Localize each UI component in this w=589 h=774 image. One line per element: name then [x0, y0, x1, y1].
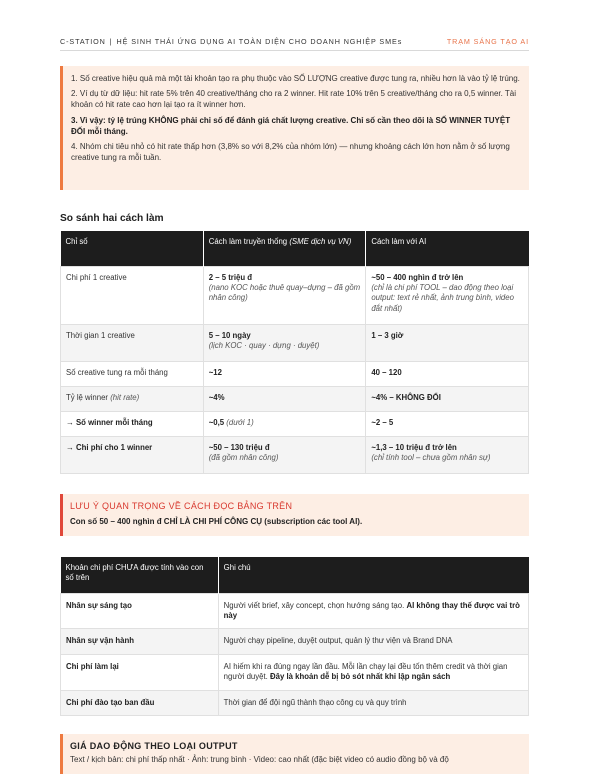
- cell-cost-item: Nhân sự sáng tạo: [61, 593, 219, 629]
- cell-cost-item: Nhân sự vận hành: [61, 629, 219, 654]
- important-note-box: [60, 494, 529, 536]
- header-tagline: HỆ SINH THÁI ỨNG DỤNG AI TOÀN DIỆN CHO DOANH NGHIỆP SMEs: [116, 36, 403, 46]
- header-section-label: TRẠM SÁNG TẠO AI: [446, 36, 529, 46]
- cell-traditional: ~0,5 (dưới 1): [203, 411, 366, 436]
- table-row: [61, 411, 529, 436]
- cell-cost-note: Thời gian để đội ngũ thành thạo công cụ và quy trình: [218, 690, 528, 715]
- cell-ai: 40 – 120: [366, 361, 529, 386]
- table-row: [61, 361, 529, 386]
- note-4: 4. Nhóm chi tiêu nhỏ có hit rate thấp hơn (3,8% so với 8,2% của nhóm lớn) — nhưng khoảng cách lớn hơn nằm ở số lượng creative tung ra mỗi tuần.: [71, 142, 510, 163]
- key-notes-box: [60, 66, 529, 190]
- note-2: 2. Ví dụ từ dữ liệu: hit rate 5% trên 40 creative/tháng cho ra 2 winner. Hit rate 10% trên 5 creative/tháng cho ra 0,5 winner. Tài khoản có hit rate cao hơn lại tạo ra ít winner hơn.: [71, 89, 517, 110]
- col-header-metric: Chỉ số: [61, 231, 204, 266]
- comparison-title: So sánh hai cách làm: [60, 213, 164, 224]
- cell-metric: Chi phí 1 creative: [61, 266, 204, 324]
- cell-metric: → Chi phí cho 1 winner: [61, 436, 204, 473]
- col-header-traditional: Cách làm truyền thống (SME dịch vụ VN): [203, 231, 366, 266]
- price-variation-box: [60, 734, 529, 774]
- cell-ai: ~1,3 – 10 triệu đ trở lên (chỉ tính tool – chưa gồm nhân sự): [366, 436, 529, 473]
- table-row: [61, 629, 529, 654]
- cell-metric: Thời gian 1 creative: [61, 324, 204, 361]
- important-note-text: Con số 50 – 400 nghìn đ CHỈ LÀ CHI PHÍ CÔNG CỤ (subscription các tool AI).: [70, 517, 363, 526]
- table-row: [61, 266, 529, 324]
- cell-cost-note: AI hiếm khi ra đúng ngay lần đầu. Mỗi lần chạy lại đều tốn thêm credit và thời gian người duyệt. Đây là khoản dễ bị bỏ sót nhất khi lập ngân sách: [218, 654, 528, 690]
- cell-traditional: ~50 – 130 triệu đ (đã gồm nhân công): [203, 436, 366, 473]
- col-header-ai: Cách làm với AI: [366, 231, 529, 266]
- col-header-cost-item: Khoản chi phí CHƯA được tính vào con số trên: [61, 557, 219, 593]
- cell-ai: ~4% – KHÔNG ĐỔI: [366, 386, 529, 411]
- note-1: 1. Số creative hiệu quả mà một tài khoản tạo ra phụ thuộc vào SỐ LƯỢNG creative được tung ra, nhiều hơn là vào tỷ lệ trúng.: [71, 74, 520, 83]
- header-separator: |: [109, 36, 113, 46]
- table-header-row: [61, 557, 529, 593]
- table-row: [61, 324, 529, 361]
- cell-traditional: ~12: [203, 361, 366, 386]
- table-row: [61, 654, 529, 690]
- cell-ai: ~2 – 5: [366, 411, 529, 436]
- header-divider: [60, 50, 529, 51]
- cell-metric: Tỷ lệ winner (hit rate): [61, 386, 204, 411]
- price-variation-title: GIÁ DAO ĐỘNG THEO LOẠI OUTPUT: [70, 741, 238, 751]
- page-header: [60, 34, 529, 48]
- cell-traditional: ~4%: [203, 386, 366, 411]
- header-brand-line: [60, 37, 402, 46]
- header-brand: C-STATION: [60, 36, 106, 46]
- cell-cost-item: Chi phí đào tạo ban đầu: [61, 690, 219, 715]
- cell-traditional: 2 – 5 triệu đ (nano KOC hoặc thuê quay–dựng – đã gồm nhân công): [203, 266, 366, 324]
- price-variation-text: Text / kịch bản: chi phí thấp nhất · Ảnh: trung bình · Video: cao nhất (đặc biệt video có audio đồng bộ và độ: [70, 755, 449, 764]
- cell-traditional: 5 – 10 ngày (lịch KOC · quay · dựng · duyệt): [203, 324, 366, 361]
- cell-metric: → Số winner mỗi tháng: [61, 411, 204, 436]
- note-3: 3. Vì vậy: tỷ lệ trúng KHÔNG phải chỉ số để đánh giá chất lượng creative. Chỉ số cần theo dõi là SỐ WINNER TUYỆT ĐỐI mỗi tháng.: [71, 115, 511, 136]
- uncounted-costs-table: [60, 557, 529, 716]
- table-header-row: [61, 231, 529, 266]
- cell-ai: ~50 – 400 nghìn đ trở lên (chỉ là chi phí TOOL – dao động theo loại output: text rẻ nhất, ảnh trung bình, video đắt nhất): [366, 266, 529, 324]
- important-note-title: LƯU Ý QUAN TRỌNG VỀ CÁCH ĐỌC BẢNG TRÊN: [70, 501, 293, 511]
- table-row: [61, 690, 529, 715]
- col-header-cost-note: Ghi chú: [218, 557, 528, 593]
- table-row: [61, 436, 529, 473]
- cell-ai: 1 – 3 giờ: [366, 324, 529, 361]
- table-row: [61, 593, 529, 629]
- table-row: [61, 386, 529, 411]
- comparison-table: [60, 231, 529, 474]
- cell-cost-note: Người viết brief, xây concept, chọn hướng sáng tạo. AI không thay thế được vai trò này: [218, 593, 528, 629]
- cell-cost-item: Chi phí làm lại: [61, 654, 219, 690]
- cell-metric: Số creative tung ra mỗi tháng: [61, 361, 204, 386]
- cell-cost-note: Người chạy pipeline, duyệt output, quản lý thư viện và Brand DNA: [218, 629, 528, 654]
